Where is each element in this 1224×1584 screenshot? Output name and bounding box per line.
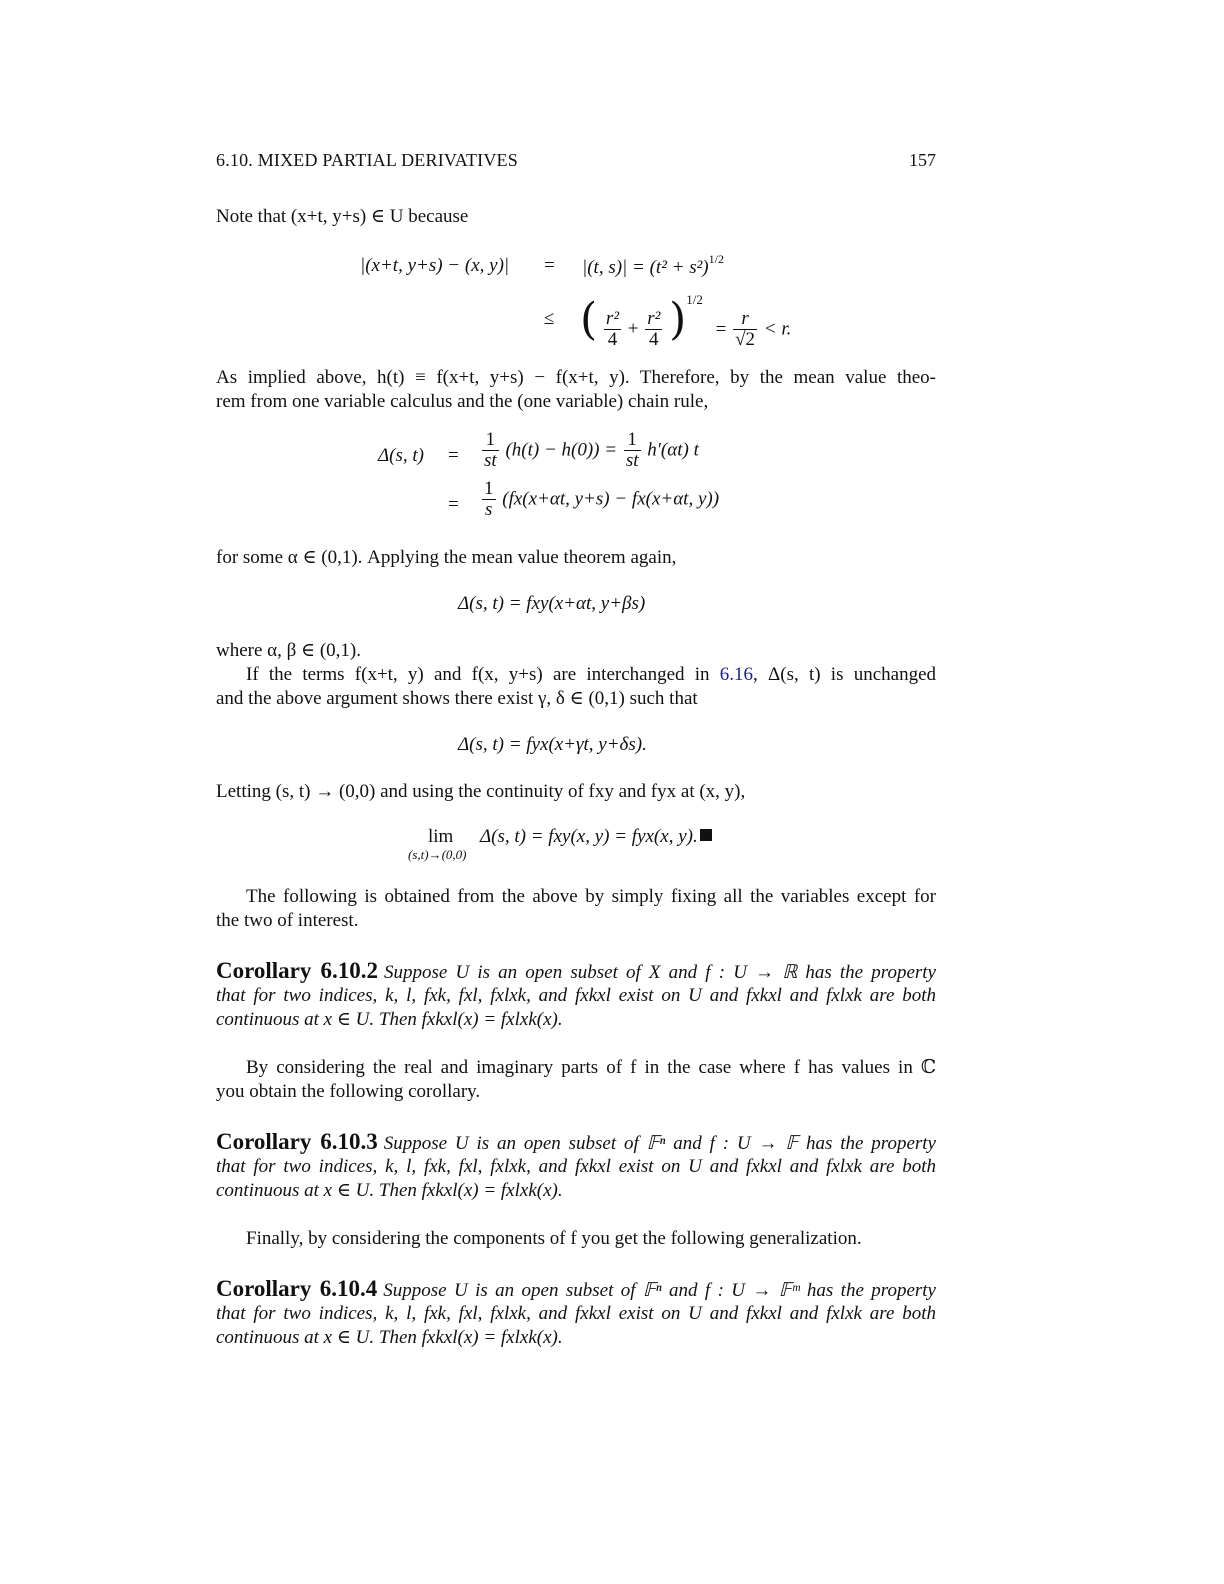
fraction-numerator: r xyxy=(733,309,757,330)
eq2-row1-part-b: h′(αt) t xyxy=(647,439,699,461)
paragraph-finally: Finally, by considering the components of f you get the following generalization. xyxy=(246,1228,862,1249)
fraction-denominator: 4 xyxy=(607,329,618,351)
eq1-row2-rhs xyxy=(580,292,791,350)
corollary-6-10-4-text1: Suppose U is an open subset of 𝔽ⁿ and f : U → 𝔽ᵐ has the property xyxy=(383,1280,936,1301)
fraction-1-over-s xyxy=(482,479,496,520)
paragraph-if-the-terms-line2: and the above argument shows there exist γ, δ ∈ (0,1) such that xyxy=(216,688,698,709)
corollary-6-10-4-heading: Corollary 6.10.4 xyxy=(216,1276,378,1301)
eq2-row1-part-a: (h(t) − h(0)) = xyxy=(505,439,618,461)
corollary-6-10-2-line3: continuous at x ∈ U. Then fxkxl(x) = fxlxk(x). xyxy=(216,1009,563,1030)
fraction-numerator: r² xyxy=(605,308,620,330)
limit-subscript: (s,t)→(0,0) xyxy=(408,847,467,862)
corollary-6-10-3-line1 xyxy=(216,1129,936,1157)
fraction-1-over-st xyxy=(482,430,499,471)
eq2-relation1: = xyxy=(448,445,459,466)
paragraph-if-terms-part-b: , Δ(s, t) is unchanged xyxy=(753,664,937,685)
limit-operator: lim xyxy=(428,826,454,847)
fraction-denominator: st xyxy=(484,450,497,471)
corollary-6-10-2-line2: that for two indices, k, l, fxk, fxl, fxlxk, and fxkxl exist on U and fxkxl and fxlxk are both xyxy=(216,985,936,1006)
eq2-relation2: = xyxy=(448,494,459,515)
equation-delta-fyx: Δ(s, t) = fyx(x+γt, y+δs). xyxy=(458,734,647,755)
paragraph-real-imag-line1: By considering the real and imaginary parts of f in the case where f has values in ℂ xyxy=(246,1057,936,1078)
eq2-row2-rhs xyxy=(480,479,719,520)
qed-square-icon xyxy=(700,829,712,841)
fraction-r2-over-4 xyxy=(604,309,621,350)
eq2-row2-part: (fx(x+αt, y+s) − fx(x+αt, y)) xyxy=(502,488,720,510)
fraction-r-over-sqrt2 xyxy=(733,309,757,350)
fraction-numerator: 1 xyxy=(482,430,499,451)
fraction-denominator: √2 xyxy=(735,329,756,351)
corollary-6-10-3-line3: continuous at x ∈ U. Then fxkxl(x) = fxlxk(x). xyxy=(216,1180,563,1201)
paragraph-as-implied-line2: rem from one variable calculus and the (one variable) chain rule, xyxy=(216,391,709,412)
corollary-6-10-3-text1: Suppose U is an open subset of 𝔽ⁿ and f : U → 𝔽 has the property xyxy=(383,1133,936,1154)
corollary-6-10-3-heading: Corollary 6.10.3 xyxy=(216,1129,378,1154)
paragraph-following-line1: The following is obtained from the above by simply fixing all the variables except for xyxy=(246,886,936,907)
fraction-denominator: s xyxy=(485,499,493,520)
paragraph-where-alpha-beta: where α, β ∈ (0,1). xyxy=(216,640,362,661)
eq1-row1-relation: = xyxy=(544,255,555,276)
paragraph-if-the-terms-line1 xyxy=(216,663,936,687)
corollary-6-10-2-line1 xyxy=(216,958,936,986)
paragraph-real-imag-line2: you obtain the following corollary. xyxy=(216,1081,481,1102)
paragraph-letting: Letting (s, t) → (0,0) and using the continuity of fxy and fyx at (x, y), xyxy=(216,781,746,802)
paragraph-for-some-alpha: for some α ∈ (0,1). Applying the mean value theorem again, xyxy=(216,547,677,568)
corollary-6-10-3-line2: that for two indices, k, l, fxk, fxl, fxlxk, and fxkxl exist on U and fxkxl and fxlxk are both xyxy=(216,1156,936,1177)
fraction-numerator: 1 xyxy=(484,478,494,499)
eq2-lhs: Δ(s, t) xyxy=(378,445,424,466)
paragraph-following-line2: the two of interest. xyxy=(216,910,359,931)
corollary-6-10-4-line2: that for two indices, k, l, fxk, fxl, fxlxk, and fxkxl exist on U and fxkxl and fxlxk are both xyxy=(216,1303,936,1324)
fraction-denominator: 4 xyxy=(649,329,659,351)
fraction-1-over-st-second xyxy=(624,430,641,471)
less-than-r: < r. xyxy=(763,318,792,340)
eq1-row1-exponent: 1/2 xyxy=(708,252,724,266)
corollary-6-10-4-line1 xyxy=(216,1276,936,1304)
fraction-r2-over-4-second xyxy=(645,309,662,350)
running-header-title: 6.10. MIXED PARTIAL DERIVATIVES xyxy=(216,150,518,170)
paragraph-if-terms-part-a: If the terms f(x+t, y) and f(x, y+s) are interchanged in xyxy=(246,664,710,685)
eq1-row1-lhs: |(x+t, y+s) − (x, y)| xyxy=(360,255,510,276)
limit-rhs xyxy=(480,826,712,848)
eq1-row1-rhs xyxy=(582,252,724,279)
corollary-6-10-2-heading: Corollary 6.10.2 xyxy=(216,958,379,983)
eq2-row1-rhs xyxy=(480,430,699,471)
plus-sign: + xyxy=(627,318,639,340)
fraction-numerator: 1 xyxy=(624,430,641,451)
eq1-row2-exponent: 1/2 xyxy=(686,292,703,307)
eq1-row1-rhs-base: |(t, s)| = (t² + s²) xyxy=(582,257,709,278)
corollary-6-10-4-line3: continuous at x ∈ U. Then fxkxl(x) = fxlxk(x). xyxy=(216,1327,563,1348)
corollary-6-10-2-text1: Suppose U is an open subset of X and f : U → ℝ has the property xyxy=(384,962,936,983)
eq1-row2-relation: ≤ xyxy=(544,308,555,329)
equation-reference-link[interactable]: 6.16 xyxy=(719,664,754,685)
equals-sign: = xyxy=(715,318,727,340)
page-number: 157 xyxy=(909,150,936,170)
paragraph-note-that: Note that (x+t, y+s) ∈ U because xyxy=(216,206,469,227)
left-paren: ( xyxy=(580,294,598,345)
fraction-numerator: r² xyxy=(647,308,661,330)
paragraph-as-implied-line1: As implied above, h(t) ≡ f(x+t, y+s) − f(x+t, y). Therefore, by the mean value theo- xyxy=(216,367,936,388)
right-paren: ) xyxy=(669,294,687,345)
fraction-denominator: st xyxy=(625,450,639,471)
equation-delta-fxy: Δ(s, t) = fxy(x+αt, y+βs) xyxy=(458,593,646,614)
limit-rhs-text: Δ(s, t) = fxy(x, y) = fyx(x, y). xyxy=(480,826,698,847)
